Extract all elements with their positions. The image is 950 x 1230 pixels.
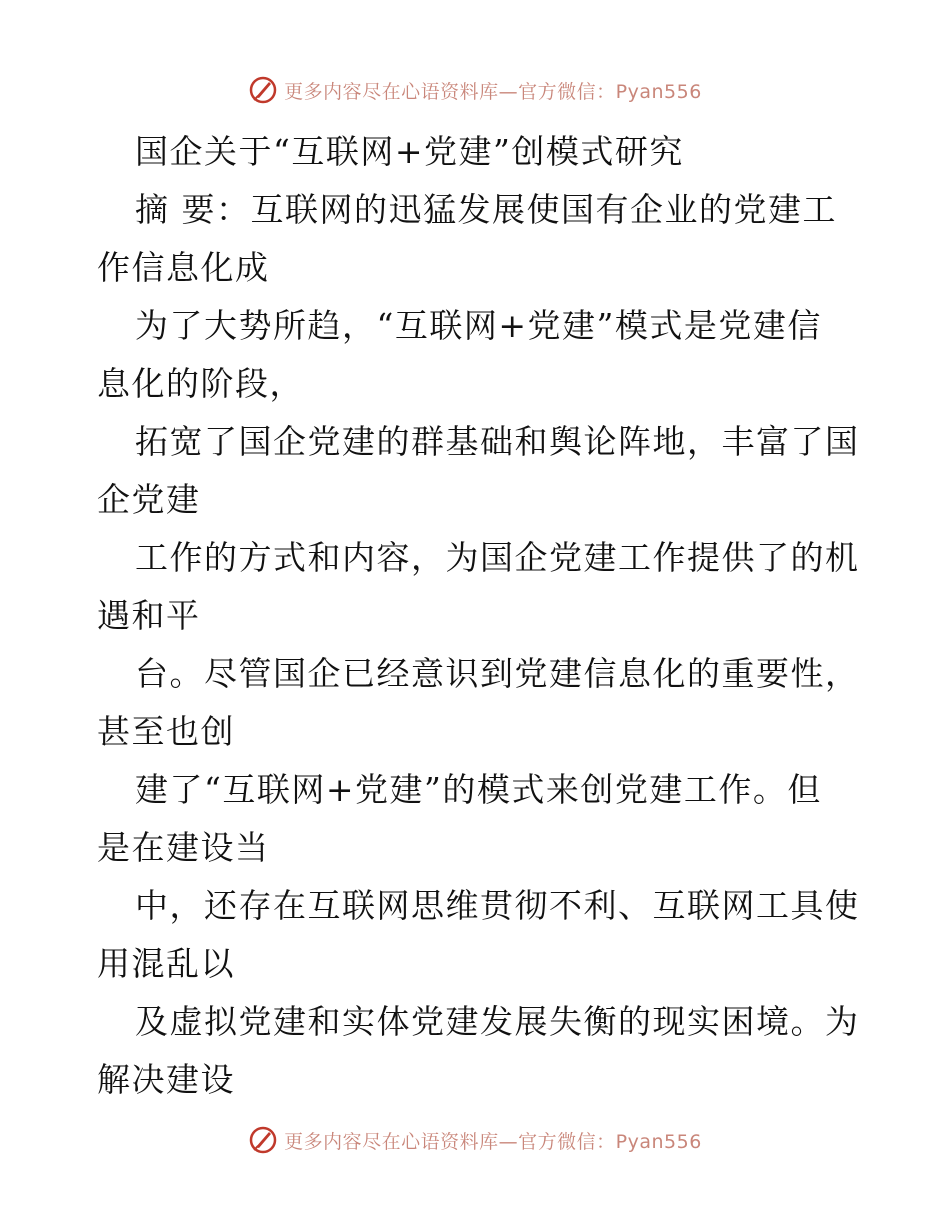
paragraph-line: 及虚拟党建和实体党建发展失衡的现实困境。为 — [135, 1002, 860, 1041]
quill-logo-icon — [248, 1125, 278, 1155]
paragraph-line: 中，还存在互联网思维贯彻不利、互联网工具使 — [135, 886, 860, 925]
paragraph-line: 摘 要：互联网的迅猛发展使国有企业的党建工 — [135, 190, 837, 229]
paragraph-line: 作信息化成 — [97, 248, 270, 287]
paragraph-line: 解决建设 — [97, 1060, 235, 1099]
quill-logo-icon — [248, 75, 278, 105]
paragraph-line: 息化的阶段， — [97, 364, 304, 403]
header-banner — [0, 70, 950, 110]
banner-text: 更多内容尽在心语资料库—官方微信：Pyan556 — [284, 80, 702, 103]
document-title: 国企关于“互联网+党建”创模式研究 — [135, 132, 684, 171]
paragraph-line: 拓宽了国企党建的群基础和舆论阵地，丰富了国 — [135, 422, 860, 461]
paragraph-line: 建了“互联网+党建”的模式来创党建工作。但 — [135, 770, 822, 809]
paragraph-line: 遇和平 — [97, 596, 201, 635]
document-body — [97, 123, 867, 1109]
paragraph-line: 为了大势所趋，“互联网+党建”模式是党建信 — [135, 306, 822, 345]
paragraph-line: 工作的方式和内容，为国企党建工作提供了的机 — [135, 538, 860, 577]
paragraph-line: 台。尽管国企已经意识到党建信息化的重要性， — [135, 654, 860, 693]
footer-banner — [0, 1120, 950, 1160]
paragraph-line: 甚至也创 — [97, 712, 235, 751]
paragraph-line: 是在建设当 — [97, 828, 270, 867]
banner-text: 更多内容尽在心语资料库—官方微信：Pyan556 — [284, 1130, 702, 1153]
paragraph-line: 企党建 — [97, 480, 201, 519]
paragraph-line: 用混乱以 — [97, 944, 235, 983]
